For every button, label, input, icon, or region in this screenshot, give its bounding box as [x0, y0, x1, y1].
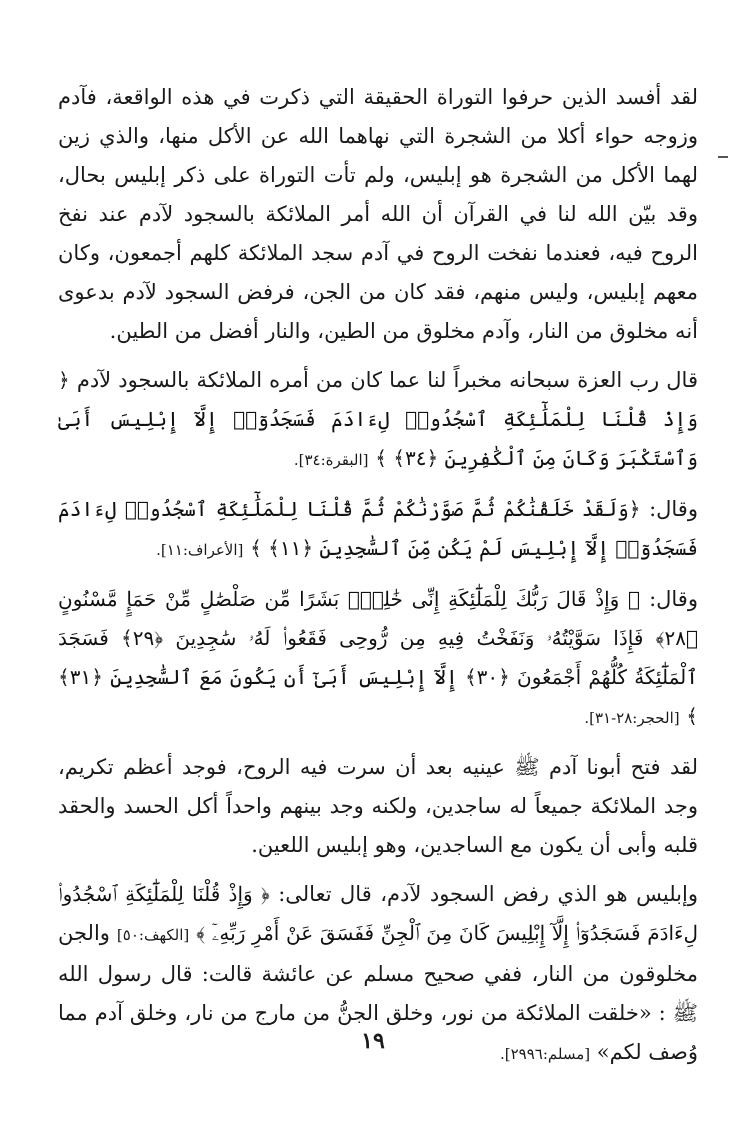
quran-verse: ﴿ وَإِذْ قَالَ رَبُّكَ لِلْمَلَٰٓئِكَةِ إِنِّى خَٰلِقٌۢ بَشَرًا مِّن صَلْصَٰلٍ مِّنْ حَمَإٍ مَّسْنُونٍ ﴿٢٨﴾ فَإِذَا سَوَّيْتُهُۥ وَنَفَخْتُ فِيهِ مِن رُّوحِى فَقَعُوا۟ لَهُۥ سَٰجِدِينَ ﴿٢٩﴾ فَسَجَدَ ٱلْمَلَٰٓئِكَةُ كُلُّهُمْ أَجْمَعُونَ ﴿٣٠﴾ إِلَّآ إِبْلِيسَ أَبَىٰٓ أَن يَكُونَ مَعَ ٱلسَّٰجِدِينَ ﴿٣١﴾ ﴾ — [58, 587, 698, 728]
quran-verse: ﴿ وَإِذْ قُلْنَا لِلْمَلَٰٓئِكَةِ ٱسْجُدُوا۟ لِءَادَمَ فَسَجَدُوٓا۟ إِلَّآ إِبْلِيسَ كَانَ مِنَ ٱلْجِنِّ فَفَسَقَ عَنْ أَمْرِ رَبِّهِۦٓ ﴾ — [58, 882, 698, 945]
page-body — [58, 78, 698, 1084]
verse-reference: [البقرة:٣٤]. — [293, 451, 369, 469]
quran-verse: ﴿ وَإِذْ قُلْنَا لِلْمَلَٰٓئِكَةِ ٱسْجُدُوا۟ لِءَادَمَ فَسَجَدُوٓا۟ إِلَّآ إِبْلِيسَ أَبَىٰ وَٱسْتَكْبَرَ وَكَانَ مِنَ ٱلْكَٰفِرِينَ ﴿٣٤﴾ ﴾ — [58, 368, 698, 470]
paragraph-adam — [58, 748, 698, 865]
verse-reference: [الكهف:٥٠] — [116, 926, 190, 944]
margin-mark — [718, 156, 728, 158]
paragraph-text: وقال: — [649, 497, 698, 521]
paragraph-text: لقد أفسد الذين حرفوا التوراة الحقيقة التي ذكرت في هذه الواقعة، فآدم وزوجه حواء أكلا من الشجرة التي نهاهما الله عن الأكل منها، والذي زين لهما الأكل من الشجرة هو إبليس، ولم تأت التوراة على ذكر إبليس بحال، وقد بيّن الله لنا في القرآن أن الله أمر الملائكة بالسجود لآدم عند نفخ الروح فيه، فعندما نفخت الروح في آدم سجد الملائكة كلهم أجمعون، وكان معهم إبليس، وليس منهم، فقد كان من الجن، فرفض السجود لآدم بدعوى أنه مخلوق من النار، وآدم مخلوق من الطين، والنار أفضل من الطين. — [58, 85, 698, 343]
paragraph-baqarah — [58, 361, 698, 480]
paragraph-text: وقال: — [649, 587, 698, 611]
paragraph-text: وإبليس هو الذي رفض السجود لآدم، قال تعالى: — [278, 882, 698, 906]
page-number: ١٩ — [361, 1028, 385, 1054]
paragraph-araf — [58, 490, 698, 570]
paragraph-text: والجن مخلوقون من النار، ففي صحيح مسلم عن عائشة قالت: قال رسول الله ﷺ : «خلقت الملائكة من نور، وخلق الجنُّ من مارج من نار، وخلق آدم مما وُصف لكم» — [58, 921, 698, 1064]
paragraph-intro — [58, 78, 698, 351]
paragraph-text: قال رب العزة سبحانه مخبراً لنا عما كان من أمره الملائكة بالسجود لآدم — [76, 368, 698, 392]
hadith-reference: [مسلم:٢٩٩٦]. — [499, 1045, 591, 1063]
verse-reference: [الحجر:٢٨-٣١]. — [584, 709, 680, 727]
paragraph-text: لقد فتح أبونا آدم ﷺ عينيه بعد أن سرت فيه الروح، فوجد أعظم تكريم، وجد الملائكة جميعاً له ساجدين، ولكنه وجد بينهم واحداً أكل الحسد والحقد قلبه وأبى أن يكون مع الساجدين، وهو إبليس اللعين. — [58, 755, 698, 857]
paragraph-hijr — [58, 580, 698, 738]
quran-verse: ﴿وَلَقَدْ خَلَقْنَٰكُمْ ثُمَّ صَوَّرْنَٰكُمْ ثُمَّ قُلْنَا لِلْمَلَٰٓئِكَةِ ٱسْجُدُوا۟ لِءَادَمَ فَسَجَدُوٓا۟ إِلَّآ إِبْلِيسَ لَمْ يَكُن مِّنَ ٱلسَّٰجِدِينَ ﴿١١﴾ ﴾ — [58, 497, 698, 560]
verse-reference: [الأعراف:١١]. — [156, 541, 244, 559]
